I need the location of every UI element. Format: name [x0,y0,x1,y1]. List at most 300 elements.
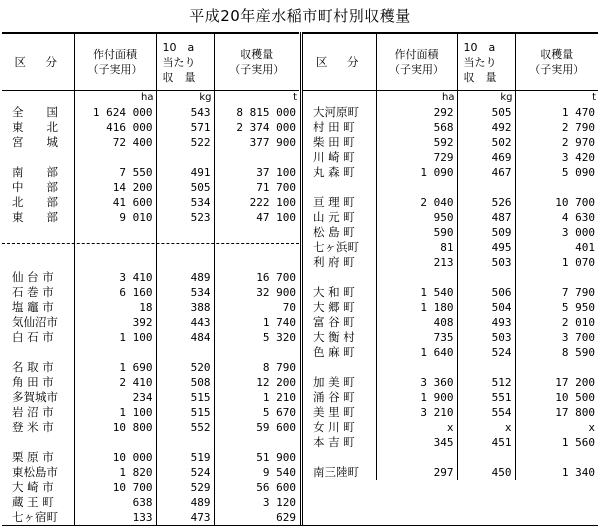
area-header-line2: （子実用） [87,63,143,76]
table-row [303,150,598,165]
row-name: 山 元 町 [313,210,355,224]
row-name: 丸 森 町 [313,165,355,179]
table-row [303,195,598,210]
table-row [303,300,598,315]
row-yield [156,345,214,360]
row-harvest: 8 815 000 [214,105,299,120]
row-yield: 506 [457,285,515,300]
row-yield: 505 [457,105,515,120]
row-yield [156,225,214,240]
row-name: 村 田 町 [313,120,355,134]
row-area: 213 [376,255,457,270]
row-area: 72 400 [74,135,156,150]
row-area: 18 [74,300,156,315]
row-yield: 505 [156,180,214,195]
row-yield: 554 [457,405,515,420]
row-harvest: 47 100 [214,210,299,225]
row-yield: 443 [156,315,214,330]
row-area: 735 [376,330,457,345]
row-harvest: 377 900 [214,135,299,150]
row-area [376,270,457,285]
row-harvest: 2 010 [515,315,598,330]
row-name: 本 吉 町 [313,435,355,449]
table-row [303,120,598,135]
row-yield: 520 [156,360,214,375]
row-harvest: 37 100 [214,165,299,180]
left-table [2,32,299,525]
table-row [2,405,299,420]
row-name: 東 部 [12,210,58,224]
row-harvest: 1 740 [214,315,299,330]
table-row [2,315,299,330]
row-name: 北 部 [12,195,58,209]
row-area: 10 700 [74,480,156,495]
row-area: 1 540 [376,285,457,300]
row-name: 大 衡 村 [313,330,355,344]
row-yield [457,270,515,285]
harvest-header [515,33,598,91]
table-row [2,390,299,405]
row-yield: 469 [457,150,515,165]
center-divider-2 [302,32,303,526]
unit-blank [2,91,74,106]
table-row [303,210,598,225]
row-area: 416 000 [74,120,156,135]
row-harvest: 8 790 [214,360,299,375]
unit-area: ha [376,91,457,106]
row-area: 392 [74,315,156,330]
row-harvest: 222 100 [214,195,299,210]
table-row [2,495,299,510]
row-name: 南三陸町 [313,465,359,479]
unit-yield: kg [156,91,214,106]
unit-area: ha [74,91,156,106]
row-name: 大河原町 [313,105,359,119]
row-name: 気仙沼市 [12,315,58,329]
row-harvest: 7 790 [515,285,598,300]
row-yield: 512 [457,375,515,390]
row-name [2,225,74,240]
row-area: 10 800 [74,420,156,435]
table-row [2,345,299,360]
row-harvest: 401 [515,240,598,255]
row-harvest: 32 900 [214,285,299,300]
row-name: 南 部 [12,165,58,179]
area-header [74,33,156,91]
row-name: 中 部 [12,180,58,194]
row-name [2,255,74,270]
table-row [2,270,299,285]
row-yield: x [457,420,515,435]
row-name [2,150,74,165]
row-area [74,225,156,240]
row-name: 東 北 [12,120,58,134]
row-yield [156,435,214,450]
right-unit-row [303,91,598,106]
row-area: 6 160 [74,285,156,300]
table-row [2,360,299,375]
row-name: 多賀城市 [12,390,58,404]
yield-header-line2: 当たり [162,55,196,69]
row-yield: 467 [457,165,515,180]
table-row [303,420,598,435]
row-harvest: 71 700 [214,180,299,195]
table-row [303,390,598,405]
row-harvest [214,435,299,450]
row-harvest [515,450,598,465]
table-row [2,285,299,300]
row-name: 大 郷 町 [313,300,355,314]
row-harvest [515,270,598,285]
row-yield: 515 [156,390,214,405]
row-name [2,345,74,360]
harvest-header-line1: 収穫量 [540,48,574,61]
table-row [2,300,299,315]
row-yield: 523 [156,210,214,225]
kubun-header: 区 分 [303,33,376,91]
row-area [376,360,457,375]
row-yield: 552 [156,420,214,435]
row-name: 白 石 市 [12,330,54,344]
area-header-line1: 作付面積 [93,48,137,61]
table-row [303,285,598,300]
row-harvest [515,180,598,195]
row-yield: 450 [457,465,515,480]
row-harvest: 8 590 [515,345,598,360]
row-area: 1 090 [376,165,457,180]
row-yield: 495 [457,240,515,255]
table-row [2,210,299,225]
right-table [303,32,598,480]
table-row [2,180,299,195]
row-area: 2 040 [376,195,457,210]
row-area: 345 [376,435,457,450]
row-harvest: 56 600 [214,480,299,495]
row-yield: 571 [156,120,214,135]
yield-header [457,33,515,91]
kubun-header: 区 分 [2,33,74,91]
row-harvest [214,345,299,360]
row-yield: 534 [156,285,214,300]
table-row [2,375,299,390]
row-harvest: 1 070 [515,255,598,270]
row-area [74,150,156,165]
table-row [2,120,299,135]
row-harvest [515,360,598,375]
row-name: 岩 沼 市 [12,405,54,419]
row-area [74,345,156,360]
row-area: 1 820 [74,465,156,480]
row-yield: 543 [156,105,214,120]
row-harvest: 3 000 [515,225,598,240]
table-row [2,255,299,270]
row-harvest: 2 790 [515,120,598,135]
row-harvest: 1 470 [515,105,598,120]
row-yield: 492 [457,120,515,135]
row-yield [457,360,515,375]
table-row [303,405,598,420]
table-row [2,105,299,120]
row-yield: 487 [457,210,515,225]
table-row [303,330,598,345]
table-row [2,330,299,345]
row-area: x [376,420,457,435]
table-row [303,255,598,270]
row-harvest: 10 500 [515,390,598,405]
row-name: 全 国 [12,105,58,119]
row-name: 涌 谷 町 [313,390,355,404]
row-harvest [214,225,299,240]
row-name: 利 府 町 [313,255,355,269]
row-yield: 509 [457,225,515,240]
row-area: 1 624 000 [74,105,156,120]
table-row [303,180,598,195]
row-area: 9 010 [74,210,156,225]
table-row [2,435,299,450]
table-row [303,105,598,120]
row-yield: 526 [457,195,515,210]
table-row [2,420,299,435]
yield-header-line2: 当たり [463,55,497,69]
yield-header [156,33,214,91]
row-yield: 502 [457,135,515,150]
row-area: 1 100 [74,405,156,420]
row-yield: 489 [156,495,214,510]
harvest-header-line1: 収穫量 [240,48,274,61]
row-harvest: 5 320 [214,330,299,345]
row-area: 3 410 [74,270,156,285]
row-harvest: 59 600 [214,420,299,435]
table-row [2,450,299,465]
row-harvest: 10 700 [515,195,598,210]
row-area: 1 100 [74,330,156,345]
row-area: 729 [376,150,457,165]
row-name: 七ヶ浜町 [313,240,359,254]
row-area [74,255,156,270]
row-harvest: 3 120 [214,495,299,510]
row-harvest: 5 670 [214,405,299,420]
row-harvest: 17 800 [515,405,598,420]
harvest-header-line2: （子実用） [529,63,585,76]
table-bottom-rule [2,525,598,526]
row-yield: 503 [457,255,515,270]
row-name [303,180,376,195]
row-name: 仙 台 市 [12,270,54,284]
row-name: 大 和 町 [313,285,355,299]
right-header-row [303,33,598,91]
row-harvest: 629 [214,510,299,525]
row-area: 297 [376,465,457,480]
row-name: 加 美 町 [313,375,355,389]
row-harvest: 1 340 [515,465,598,480]
row-yield: 524 [156,465,214,480]
row-harvest: 1 210 [214,390,299,405]
row-yield [457,450,515,465]
table-row [303,375,598,390]
center-divider [300,32,301,526]
page-title: 平成20年産水稲市町村別収穫量 [189,7,411,25]
unit-blank [303,91,376,106]
row-name: 美 里 町 [313,405,355,419]
row-harvest: 16 700 [214,270,299,285]
row-area: 590 [376,225,457,240]
unit-yield: kg [457,91,515,106]
row-yield: 491 [156,165,214,180]
row-area [74,435,156,450]
table-row [303,345,598,360]
row-name: 女 川 町 [313,420,355,434]
row-harvest: 3 420 [515,150,598,165]
table-row [303,435,598,450]
row-yield [457,180,515,195]
row-harvest: 51 900 [214,450,299,465]
table-row [2,480,299,495]
row-harvest: 3 700 [515,330,598,345]
row-yield: 519 [156,450,214,465]
row-area: 3 210 [376,405,457,420]
table-row [303,450,598,465]
row-yield: 473 [156,510,214,525]
row-name: 松 島 町 [313,225,355,239]
row-name: 大 崎 市 [12,480,54,494]
row-area: 81 [376,240,457,255]
table-row [2,465,299,480]
table-row [303,225,598,240]
table-row [2,225,299,240]
row-area: 950 [376,210,457,225]
table-row [303,165,598,180]
row-area: 41 600 [74,195,156,210]
row-harvest: 9 540 [214,465,299,480]
row-area: 1 690 [74,360,156,375]
row-yield: 504 [457,300,515,315]
row-name [303,450,376,465]
table-row [303,315,598,330]
row-area: 2 410 [74,375,156,390]
yield-header-line3: 収 量 [162,70,196,84]
row-name: 栗 原 市 [12,450,54,464]
row-area: 3 360 [376,375,457,390]
row-yield: 529 [156,480,214,495]
row-harvest: 17 200 [515,375,598,390]
row-name [303,360,376,375]
row-name: 角 田 市 [12,375,54,389]
row-area: 1 180 [376,300,457,315]
unit-harvest: t [515,91,598,106]
row-yield: 493 [457,315,515,330]
table-row [303,135,598,150]
yield-header-line1: 10 a [463,40,496,54]
row-harvest: 4 630 [515,210,598,225]
row-name: 宮 城 [12,135,58,149]
row-yield: 522 [156,135,214,150]
row-harvest: 5 950 [515,300,598,315]
row-area: 234 [74,390,156,405]
row-area: 7 550 [74,165,156,180]
row-name: 富 谷 町 [313,315,355,329]
row-name: 蔵 王 町 [12,495,54,509]
harvest-header [214,33,299,91]
left-unit-row [2,91,299,106]
row-harvest: 5 090 [515,165,598,180]
table-row [303,240,598,255]
row-area: 638 [74,495,156,510]
row-harvest: 2 374 000 [214,120,299,135]
row-yield: 388 [156,300,214,315]
row-yield: 489 [156,270,214,285]
table-row [2,165,299,180]
row-area [376,450,457,465]
row-harvest: 70 [214,300,299,315]
row-area: 292 [376,105,457,120]
row-area: 592 [376,135,457,150]
row-harvest: 1 560 [515,435,598,450]
row-name: 川 崎 町 [313,150,355,164]
area-header-line2: （子実用） [389,63,444,76]
row-name: 七ヶ宿町 [12,510,58,524]
table-row [2,510,299,525]
row-yield: 484 [156,330,214,345]
row-yield: 451 [457,435,515,450]
row-name: 名 取 市 [12,360,54,374]
row-yield: 508 [156,375,214,390]
row-yield: 503 [457,330,515,345]
row-name: 亘 理 町 [313,195,355,209]
row-name: 石 巻 市 [12,285,54,299]
row-area: 1 640 [376,345,457,360]
table-row [2,135,299,150]
row-area: 1 900 [376,390,457,405]
row-area: 408 [376,315,457,330]
row-harvest: x [515,420,598,435]
table-row [303,465,598,480]
harvest-header-line2: （子実用） [229,63,285,76]
table-row [2,150,299,165]
row-yield: 515 [156,405,214,420]
row-area: 10 000 [74,450,156,465]
row-yield: 524 [457,345,515,360]
yield-header-line1: 10 a [162,40,195,54]
row-harvest [214,150,299,165]
left-header-row [2,33,299,91]
area-header-line1: 作付面積 [394,48,439,61]
table-row [2,195,299,210]
row-name: 塩 竈 市 [12,300,54,314]
row-area: 568 [376,120,457,135]
section-separator [2,243,299,244]
yield-header-line3: 収 量 [463,70,497,84]
row-name: 東松島市 [12,465,58,479]
row-area: 133 [74,510,156,525]
row-yield [156,150,214,165]
table-row [303,360,598,375]
row-yield [156,255,214,270]
row-harvest: 12 200 [214,375,299,390]
row-name: 登 米 市 [12,420,54,434]
row-name [303,270,376,285]
row-name [2,435,74,450]
row-harvest [214,255,299,270]
row-harvest: 2 970 [515,135,598,150]
area-header [376,33,457,91]
row-name: 柴 田 町 [313,135,355,149]
row-area [376,180,457,195]
row-area: 14 200 [74,180,156,195]
row-name: 色 麻 町 [313,345,355,359]
row-yield: 551 [457,390,515,405]
row-yield: 534 [156,195,214,210]
table-row [303,270,598,285]
